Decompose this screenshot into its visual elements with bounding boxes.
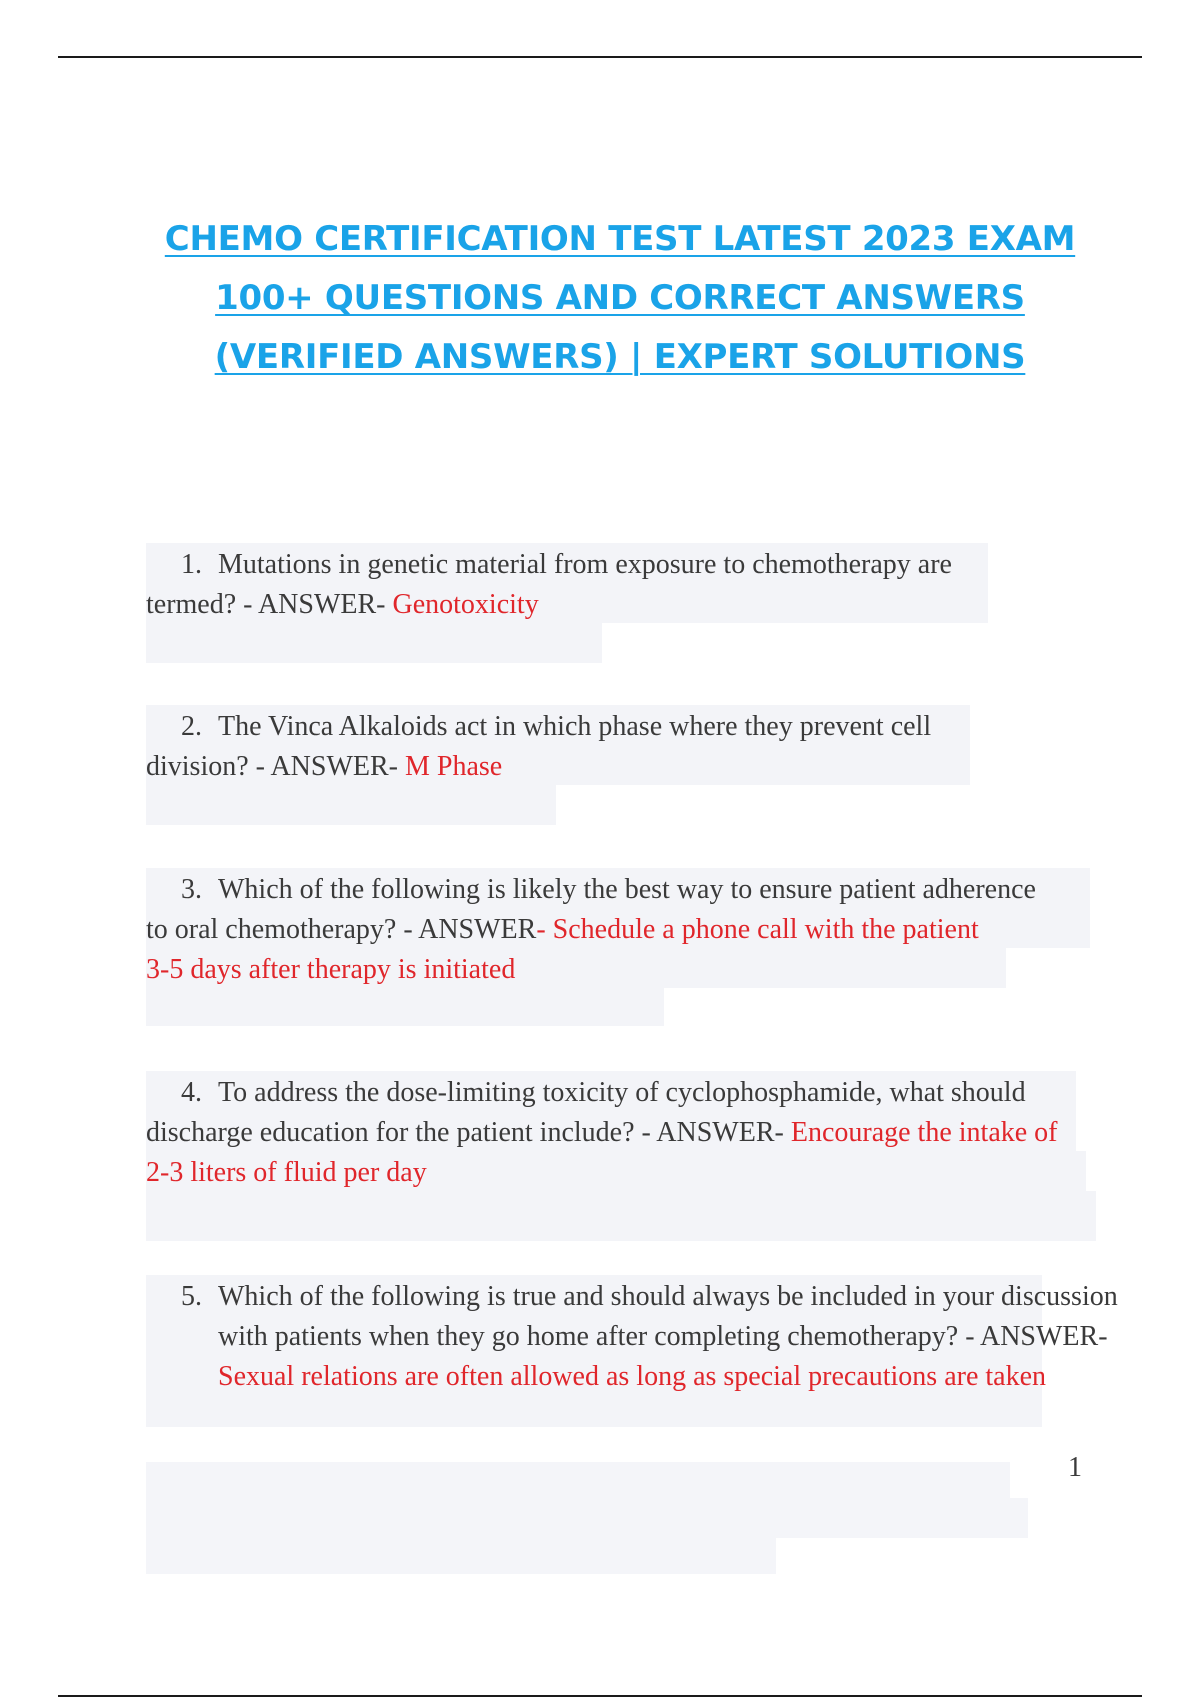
question-number: 1. — [181, 549, 202, 580]
question-number: 5. — [181, 1281, 202, 1312]
title-line-2: 100+ QUESTIONS AND CORRECT ANSWERS — [215, 278, 1025, 318]
question-item — [146, 1277, 1118, 1397]
answer-text: Sexual relations are often allowed as long as special precautions are taken — [218, 1361, 1047, 1392]
question-continuation: to oral chemotherapy? - ANSWER — [146, 914, 537, 945]
top-rule — [58, 56, 1142, 58]
question-item — [146, 1073, 1090, 1193]
answer-text: Genotoxicity — [385, 589, 539, 620]
answer-text: M Phase — [398, 751, 503, 782]
document-title — [80, 210, 1160, 387]
answer-text: - Schedule a phone call with the patient 3-5 days after therapy is initiated — [146, 914, 979, 985]
question-continuation: discharge education for the patient include? - ANSWER- — [146, 1117, 784, 1148]
question-continuation: termed? - ANSWER- — [146, 589, 386, 620]
title-line-3: (VERIFIED ANSWERS) | EXPERT SOLUTIONS — [214, 337, 1026, 377]
title-line-1: CHEMO CERTIFICATION TEST LATEST 2023 EXAM — [164, 219, 1076, 259]
question-text: Which of the following is true and should always be included in your discussion with patients when they go home after completing chemotherapy? - ANSWER- — [218, 1281, 1118, 1352]
page-number: 1 — [1068, 1452, 1082, 1483]
question-text: Mutations in genetic material from exposure to chemotherapy are — [218, 549, 952, 580]
footer-block — [146, 1462, 1010, 1498]
question-text: The Vinca Alkaloids act in which phase where they prevent cell — [218, 711, 932, 742]
question-item — [146, 545, 1090, 625]
question-item — [146, 707, 1090, 787]
question-text: To address the dose-limiting toxicity of cyclophosphamide, what should — [218, 1077, 1026, 1108]
footer-block — [146, 1498, 1028, 1538]
question-number: 4. — [181, 1077, 202, 1108]
footer-block — [146, 1538, 776, 1574]
question-text: Which of the following is likely the best way to ensure patient adherence — [218, 874, 1036, 905]
question-number: 3. — [181, 874, 202, 905]
question-item — [146, 870, 1090, 990]
bottom-rule — [58, 1695, 1142, 1697]
question-number: 2. — [181, 711, 202, 742]
answer-text: Encourage the intake of 2-3 liters of fluid per day — [146, 1117, 1058, 1188]
question-continuation: division? - ANSWER- — [146, 751, 398, 782]
